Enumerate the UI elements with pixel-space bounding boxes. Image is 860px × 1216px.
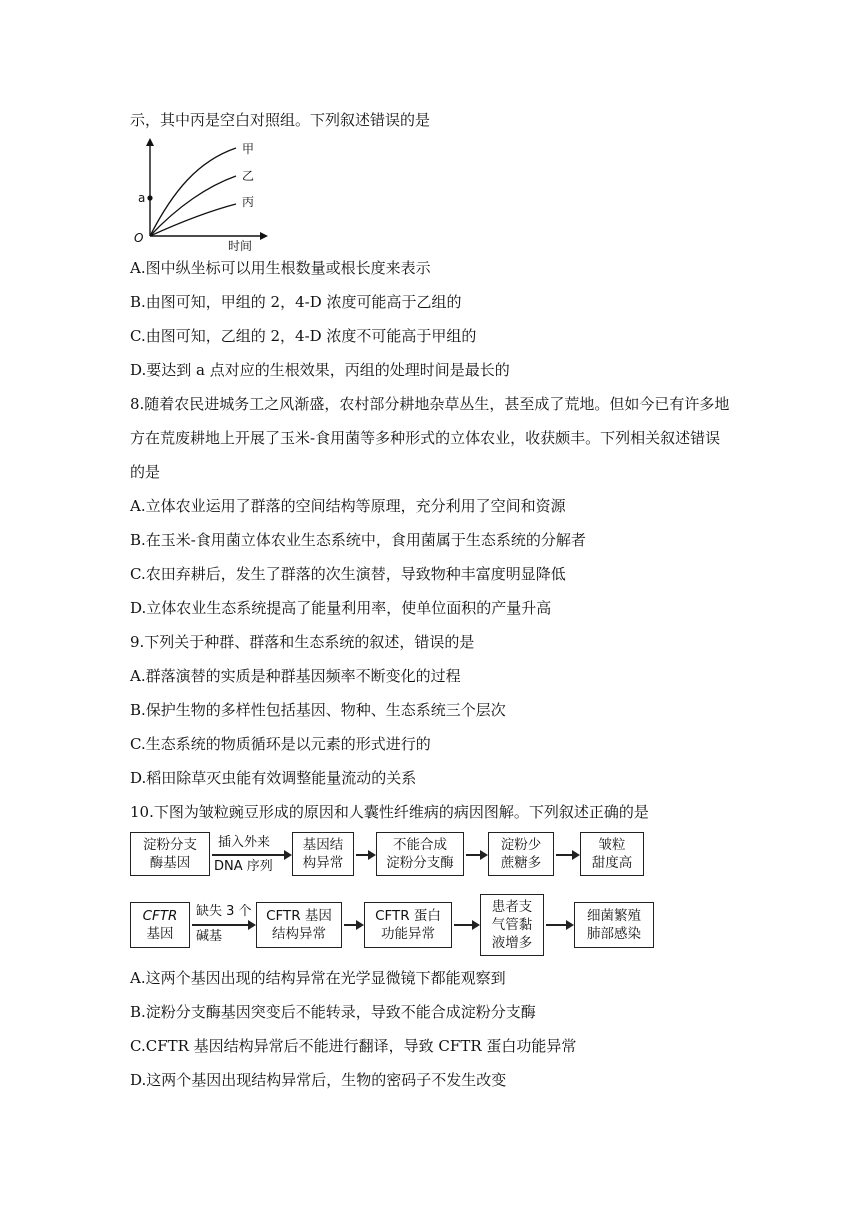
q10-option-d: D.这两个基因出现结构异常后，生物的密码子不发生改变: [130, 1071, 507, 1089]
q7-stem: 示，其中丙是空白对照组。下列叙述错误的是: [130, 111, 431, 129]
point-a: [147, 195, 152, 200]
flow2-arrow-1: [192, 924, 254, 926]
q9-option-a: A.群落演替的实质是种群基因频率不断变化的过程: [130, 667, 461, 685]
q10-option-c: C.CFTR 基因结构异常后不能进行翻译，导致 CFTR 蛋白功能异常: [130, 1037, 577, 1055]
q9-stem: 9.下列关于种群、群落和生态系统的叙述，错误的是: [130, 633, 475, 651]
flow1-arrow-label-bottom: DNA 序列: [214, 859, 273, 874]
flow1-arrow-1: [212, 854, 290, 856]
flow2-box-mucus: 患者支 气管黏 液增多: [480, 894, 544, 956]
flow2-arrow-2: [344, 924, 362, 926]
q7-option-b: B.由图可知，甲组的 2，4-D 浓度可能高于乙组的: [130, 293, 462, 311]
flow1-box-wrinkled: 皱粒 甜度高: [580, 832, 644, 876]
growth-curve-graph: [128, 136, 278, 252]
x-axis-arrow: [260, 232, 268, 240]
curve-label-bing: 丙: [242, 195, 255, 209]
q8-option-c: C.农田弃耕后，发生了群落的次生演替，导致物种丰富度明显降低: [130, 565, 566, 583]
curve-yi: [150, 176, 236, 236]
q10-option-a: A.这两个基因出现的结构异常在光学显微镜下都能观察到: [130, 969, 506, 987]
flow1-arrow-label-top: 插入外来: [218, 835, 271, 850]
flow2-box-structure: CFTR 基因 结构异常: [256, 902, 342, 948]
q7-option-c: C.由图可知，乙组的 2，4-D 浓度不可能高于甲组的: [130, 327, 477, 345]
q9-option-b: B.保护生物的多样性包括基因、物种、生态系统三个层次: [130, 701, 506, 719]
flow2-box-protein: CFTR 蛋白 功能异常: [364, 902, 452, 948]
flow2-arrow-3: [454, 924, 478, 926]
q8-option-a: A.立体农业运用了群落的空间结构等原理，充分利用了空间和资源: [130, 497, 566, 515]
q8-option-b: B.在玉米-食用菌立体农业生态系统中，食用菌属于生态系统的分解者: [130, 531, 586, 549]
q8-stem-line-2: 方在荒废耕地上开展了玉米-食用菌等多种形式的立体农业，收获颇丰。下列相关叙述错误: [130, 429, 721, 447]
flow1-box-gene: 淀粉分支 酶基因: [130, 832, 210, 876]
q10-option-b: B.淀粉分支酶基因突变后不能转录，导致不能合成淀粉分支酶: [130, 1003, 536, 1021]
y-axis-arrow: [146, 138, 154, 146]
flow1-arrow-4: [556, 854, 578, 856]
q9-option-d: D.稻田除草灭虫能有效调整能量流动的关系: [130, 769, 417, 787]
point-a-label: a: [138, 191, 146, 205]
flow1-box-structure: 基因结 构异常: [292, 832, 354, 876]
flow1-arrow-3: [466, 854, 486, 856]
flow1-arrow-2: [356, 854, 374, 856]
q7-option-d: D.要达到 a 点对应的生根效果，丙组的处理时间是最长的: [130, 361, 510, 379]
flow2-arrow-label-top: 缺失 3 个: [196, 904, 252, 919]
q8-option-d: D.立体农业生态系统提高了能量利用率，使单位面积的产量升高: [130, 599, 552, 617]
q7-option-a: A.图中纵坐标可以用生根数量或根长度来表示: [130, 259, 431, 277]
q10-stem: 10.下图为皱粒豌豆形成的原因和人囊性纤维病的病因图解。下列叙述正确的是: [130, 803, 649, 821]
q8-stem-line-1: 8.随着农民进城务工之风渐盛，农村部分耕地杂草丛生，甚至成了荒地。但如今已有许多地: [130, 395, 730, 413]
flow2-arrow-4: [546, 924, 572, 926]
curve-bing: [150, 204, 236, 236]
q9-option-c: C.生态系统的物质循环是以元素的形式进行的: [130, 735, 431, 753]
curve-label-yi: 乙: [242, 169, 255, 183]
curve-label-jia: 甲: [242, 142, 255, 156]
flow1-box-enzyme: 不能合成 淀粉分支酶: [376, 832, 464, 876]
flow1-box-starch: 淀粉少 蔗糖多: [488, 832, 554, 876]
flow2-box-infection: 细菌繁殖 肺部感染: [574, 902, 654, 948]
flow2-box-gene: CFTR 基因: [130, 902, 190, 948]
origin-label: O: [134, 231, 144, 245]
q8-stem-line-3: 的是: [130, 463, 161, 481]
x-axis-label: 时间: [228, 239, 253, 252]
flow-diagram: [126, 826, 686, 956]
flow2-arrow-label-bottom: 碱基: [196, 929, 223, 944]
